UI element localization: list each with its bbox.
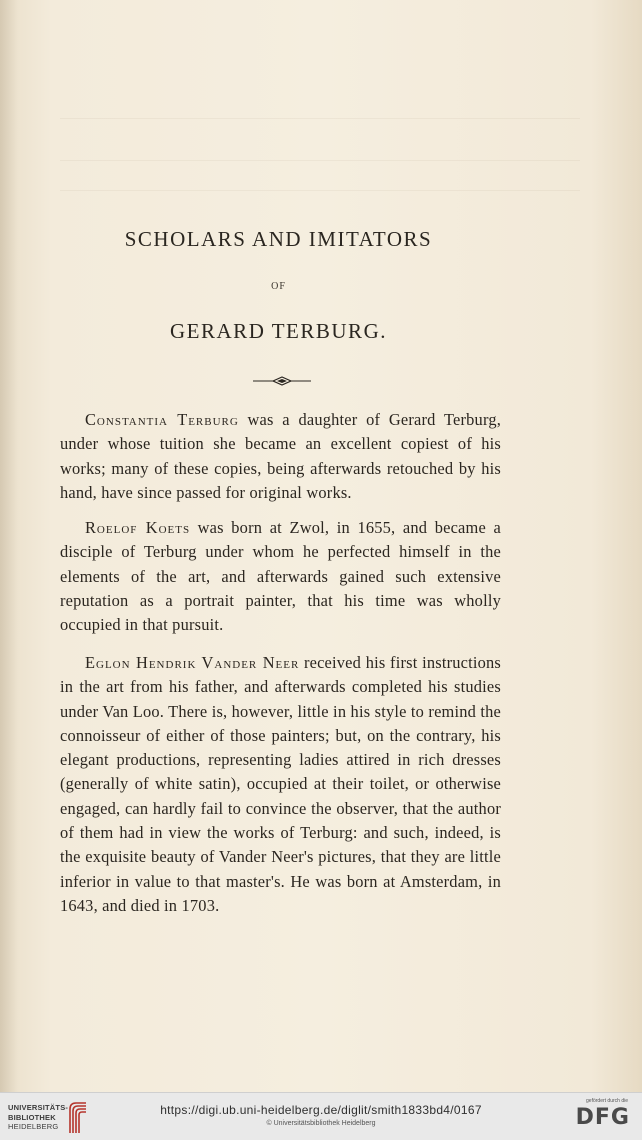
bleed-through-line xyxy=(60,190,580,191)
paragraph-lead-name: Eglon Hendrik Vander Neer xyxy=(85,653,300,672)
page-gutter-shadow xyxy=(0,0,18,1092)
chapter-title: SCHOLARS AND IMITATORS xyxy=(124,227,433,251)
funder-note: gefördert durch die xyxy=(586,1098,628,1104)
paragraph-lead-name: Roelof Koets xyxy=(85,518,191,537)
chapter-title-connector: OF xyxy=(271,281,286,292)
decorative-rule-ornament xyxy=(253,375,311,387)
institution-name-line: HEIDELBERG xyxy=(8,1122,59,1131)
viewer-footer xyxy=(0,1092,642,1140)
bleed-through-line xyxy=(60,160,580,161)
permalink-url[interactable]: https://digi.ub.uni-heidelberg.de/diglit/smith1833bd4/0167 xyxy=(160,1103,482,1117)
bleed-through-line xyxy=(60,118,580,119)
paragraph-text: received his first instructions in the art from his father, and afterwards completed his studies under Van Loo. There is, however, little in his style to remind the connoisseur of either of those painters; but, on the contrary, his elegant productions, representing ladies attired in rich dresses (generally of white satin), occupied at their toilet, or otherwise engaged, can hardly fail to convince the observer, that the author of them had in view the works of Terburg: and such, indeed, is the exquisite beauty of Vander Neer's pictures, that they are little inferior in value to that master's. He was born at Amsterdam, in 1643, and died in 1703. xyxy=(60,653,501,915)
copyright-notice: © Universitätsbibliothek Heidelberg xyxy=(266,1120,376,1127)
institution-name-line: BIBLIOTHEK xyxy=(8,1112,56,1122)
dfg-logo[interactable]: DFG xyxy=(575,1105,630,1130)
chapter-subtitle: GERARD TERBURG. xyxy=(170,319,387,343)
paragraph-text: was a daughter of Gerard Terburg, under whose tuition she became an excellent copiest of his works; many of these copies, being afterwards retouched by his hand, have since passed for original works. xyxy=(60,410,502,502)
paragraph-eglon-vander-neer xyxy=(60,651,501,918)
institution-name-line: UNIVERSITÄTS- xyxy=(8,1103,69,1112)
paragraph-text: was born at Zwol, in 1655, and became a disciple of Terburg under whom he perfected himself in the elements of the art, and afterwards gained such extensive reputation as a portrait painter, that his time was wholly occupied in that pursuit. xyxy=(60,518,501,635)
paragraph-roelof-koets xyxy=(60,516,501,637)
paragraph-constantia-terburg xyxy=(60,408,501,505)
paragraph-lead-name: Constantia Terburg xyxy=(85,410,239,429)
